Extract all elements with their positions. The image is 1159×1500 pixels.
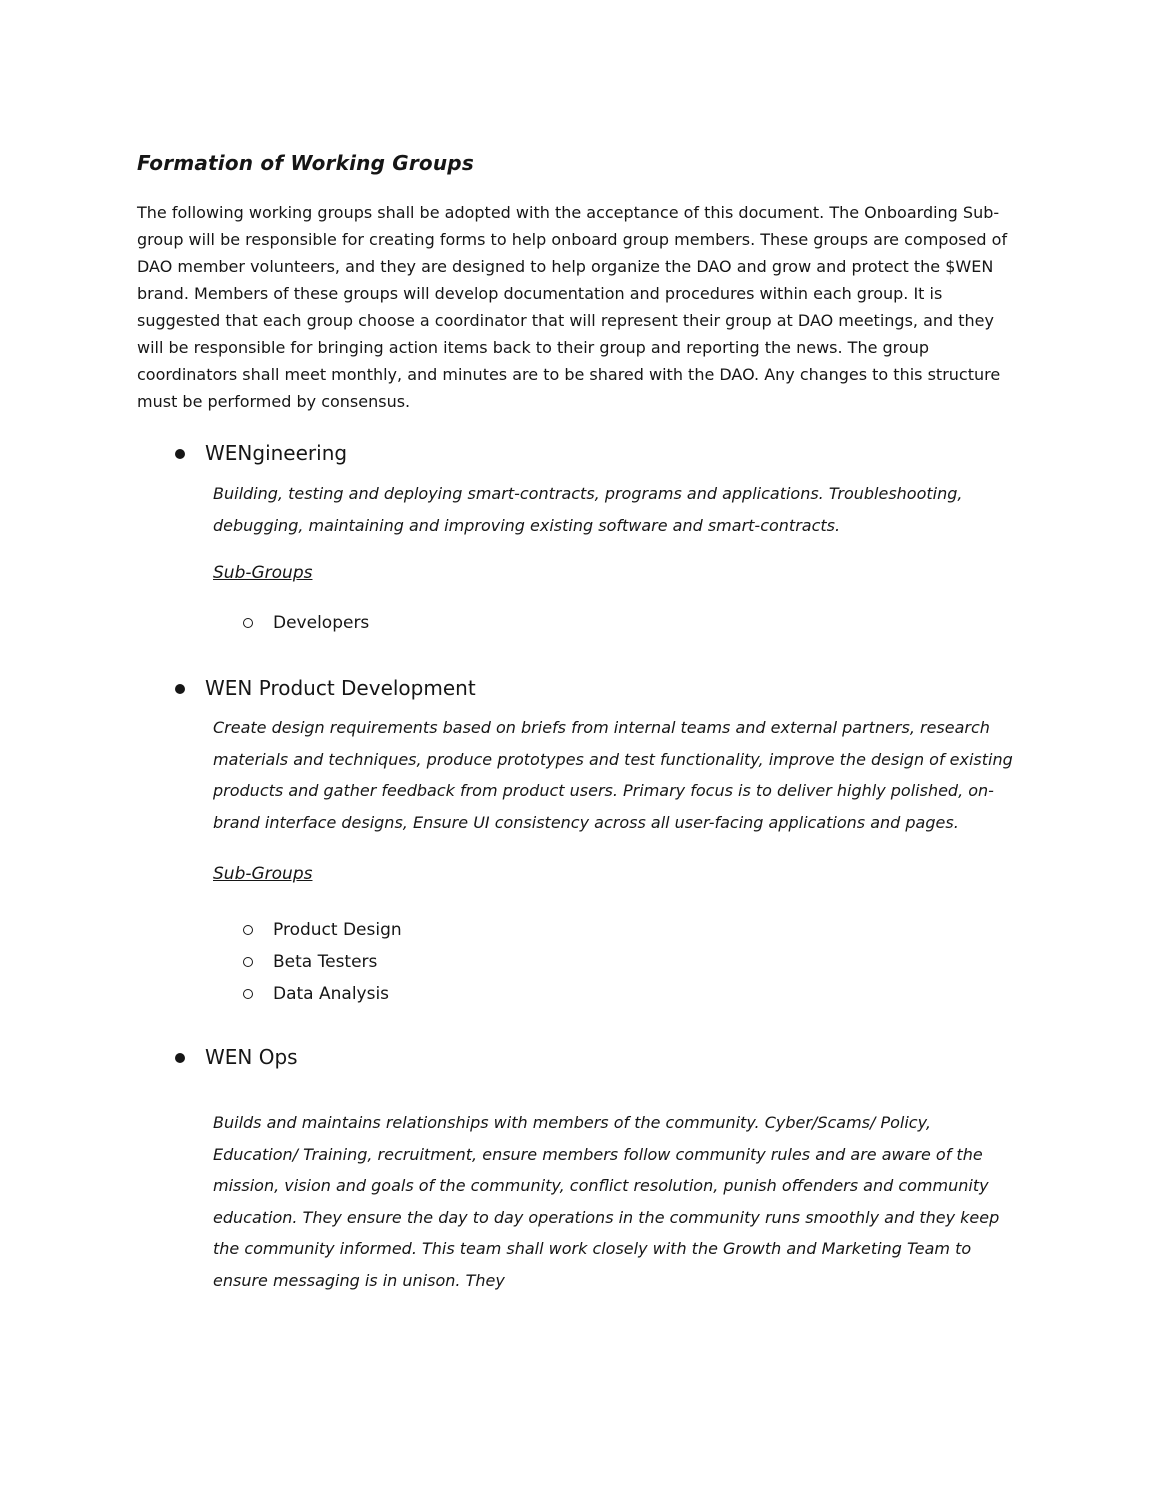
- bullet-disc-icon: [175, 449, 185, 459]
- bullet-disc-icon: [175, 1053, 185, 1063]
- subgroup-item-beta-testers: [243, 951, 1159, 973]
- group-title-row: [137, 1044, 1159, 1071]
- subgroups-label: Sub-Groups: [213, 563, 313, 583]
- bullet-circle-icon: [243, 925, 253, 935]
- intro-paragraph: The following working groups shall be adopted with the acceptance of this document. The Onboarding Sub-group will be responsible for creating forms to help onboard group members. These groups are composed of DAO member volunteers, and they are designed to help organize the DAO and grow and protect the $WEN brand. Members of these groups will develop documentation and procedures within each group. It is suggested that each group choose a coordinator that will represent their group at DAO meetings, and they will be responsible for bringing action items back to their group and reporting the news. The group coordinators shall meet monthly, and minutes are to be shared with the DAO. Any changes to this structure must be performed by consensus.: [137, 203, 1008, 411]
- subgroup-label: Developers: [273, 613, 370, 633]
- group-description: Builds and maintains relationships with members of the community. Cyber/Scams/ Policy, Education/ Training, recruitment, ensure members follow community rules and are aware of the mission, vision and goals of the community, conflict resolution, punish offenders and community education. They ensure the day to day operations in the community runs smoothly and they keep the community informed. This team shall work closely with the Growth and Marketing Team to ensure messaging is in unison. They: [213, 1113, 1000, 1290]
- group-title-row: [137, 675, 1159, 702]
- group-title: WENgineering: [205, 441, 348, 465]
- bullet-circle-icon: [243, 618, 253, 628]
- subgroup-item-product-design: [243, 919, 1159, 941]
- group-title: WEN Ops: [205, 1045, 298, 1069]
- subgroup-item-developers: [243, 612, 1159, 634]
- bullet-circle-icon: [243, 989, 253, 999]
- bullet-disc-icon: [175, 684, 185, 694]
- bullet-circle-icon: [243, 957, 253, 967]
- subgroups-list: [137, 612, 1159, 634]
- subgroup-label: Data Analysis: [273, 984, 390, 1004]
- page-title: Formation of Working Groups: [137, 151, 474, 175]
- subgroup-label: Product Design: [273, 920, 402, 940]
- subgroups-list: [137, 919, 1159, 1005]
- subgroups-label: Sub-Groups: [213, 864, 313, 884]
- group-wengineering: [137, 440, 1159, 634]
- group-description: Create design requirements based on briefs from internal teams and external partners, research materials and techniques, produce prototypes and test functionality, improve the design of existing products and gather feedback from product users. Primary focus is to deliver highly polished, on-brand interface designs, Ensure UI consistency across all user-facing applications and pages.: [213, 718, 1013, 832]
- group-wen-product-development: [137, 675, 1159, 1005]
- group-wen-ops: [137, 1044, 1159, 1296]
- subgroup-item-data-analysis: [243, 983, 1159, 1005]
- subgroup-label: Beta Testers: [273, 952, 378, 972]
- group-title: WEN Product Development: [205, 676, 476, 700]
- group-description: Building, testing and deploying smart-contracts, programs and applications. Troubleshooting, debugging, maintaining and improving existing software and smart-contracts.: [213, 484, 963, 535]
- group-title-row: [137, 440, 1159, 467]
